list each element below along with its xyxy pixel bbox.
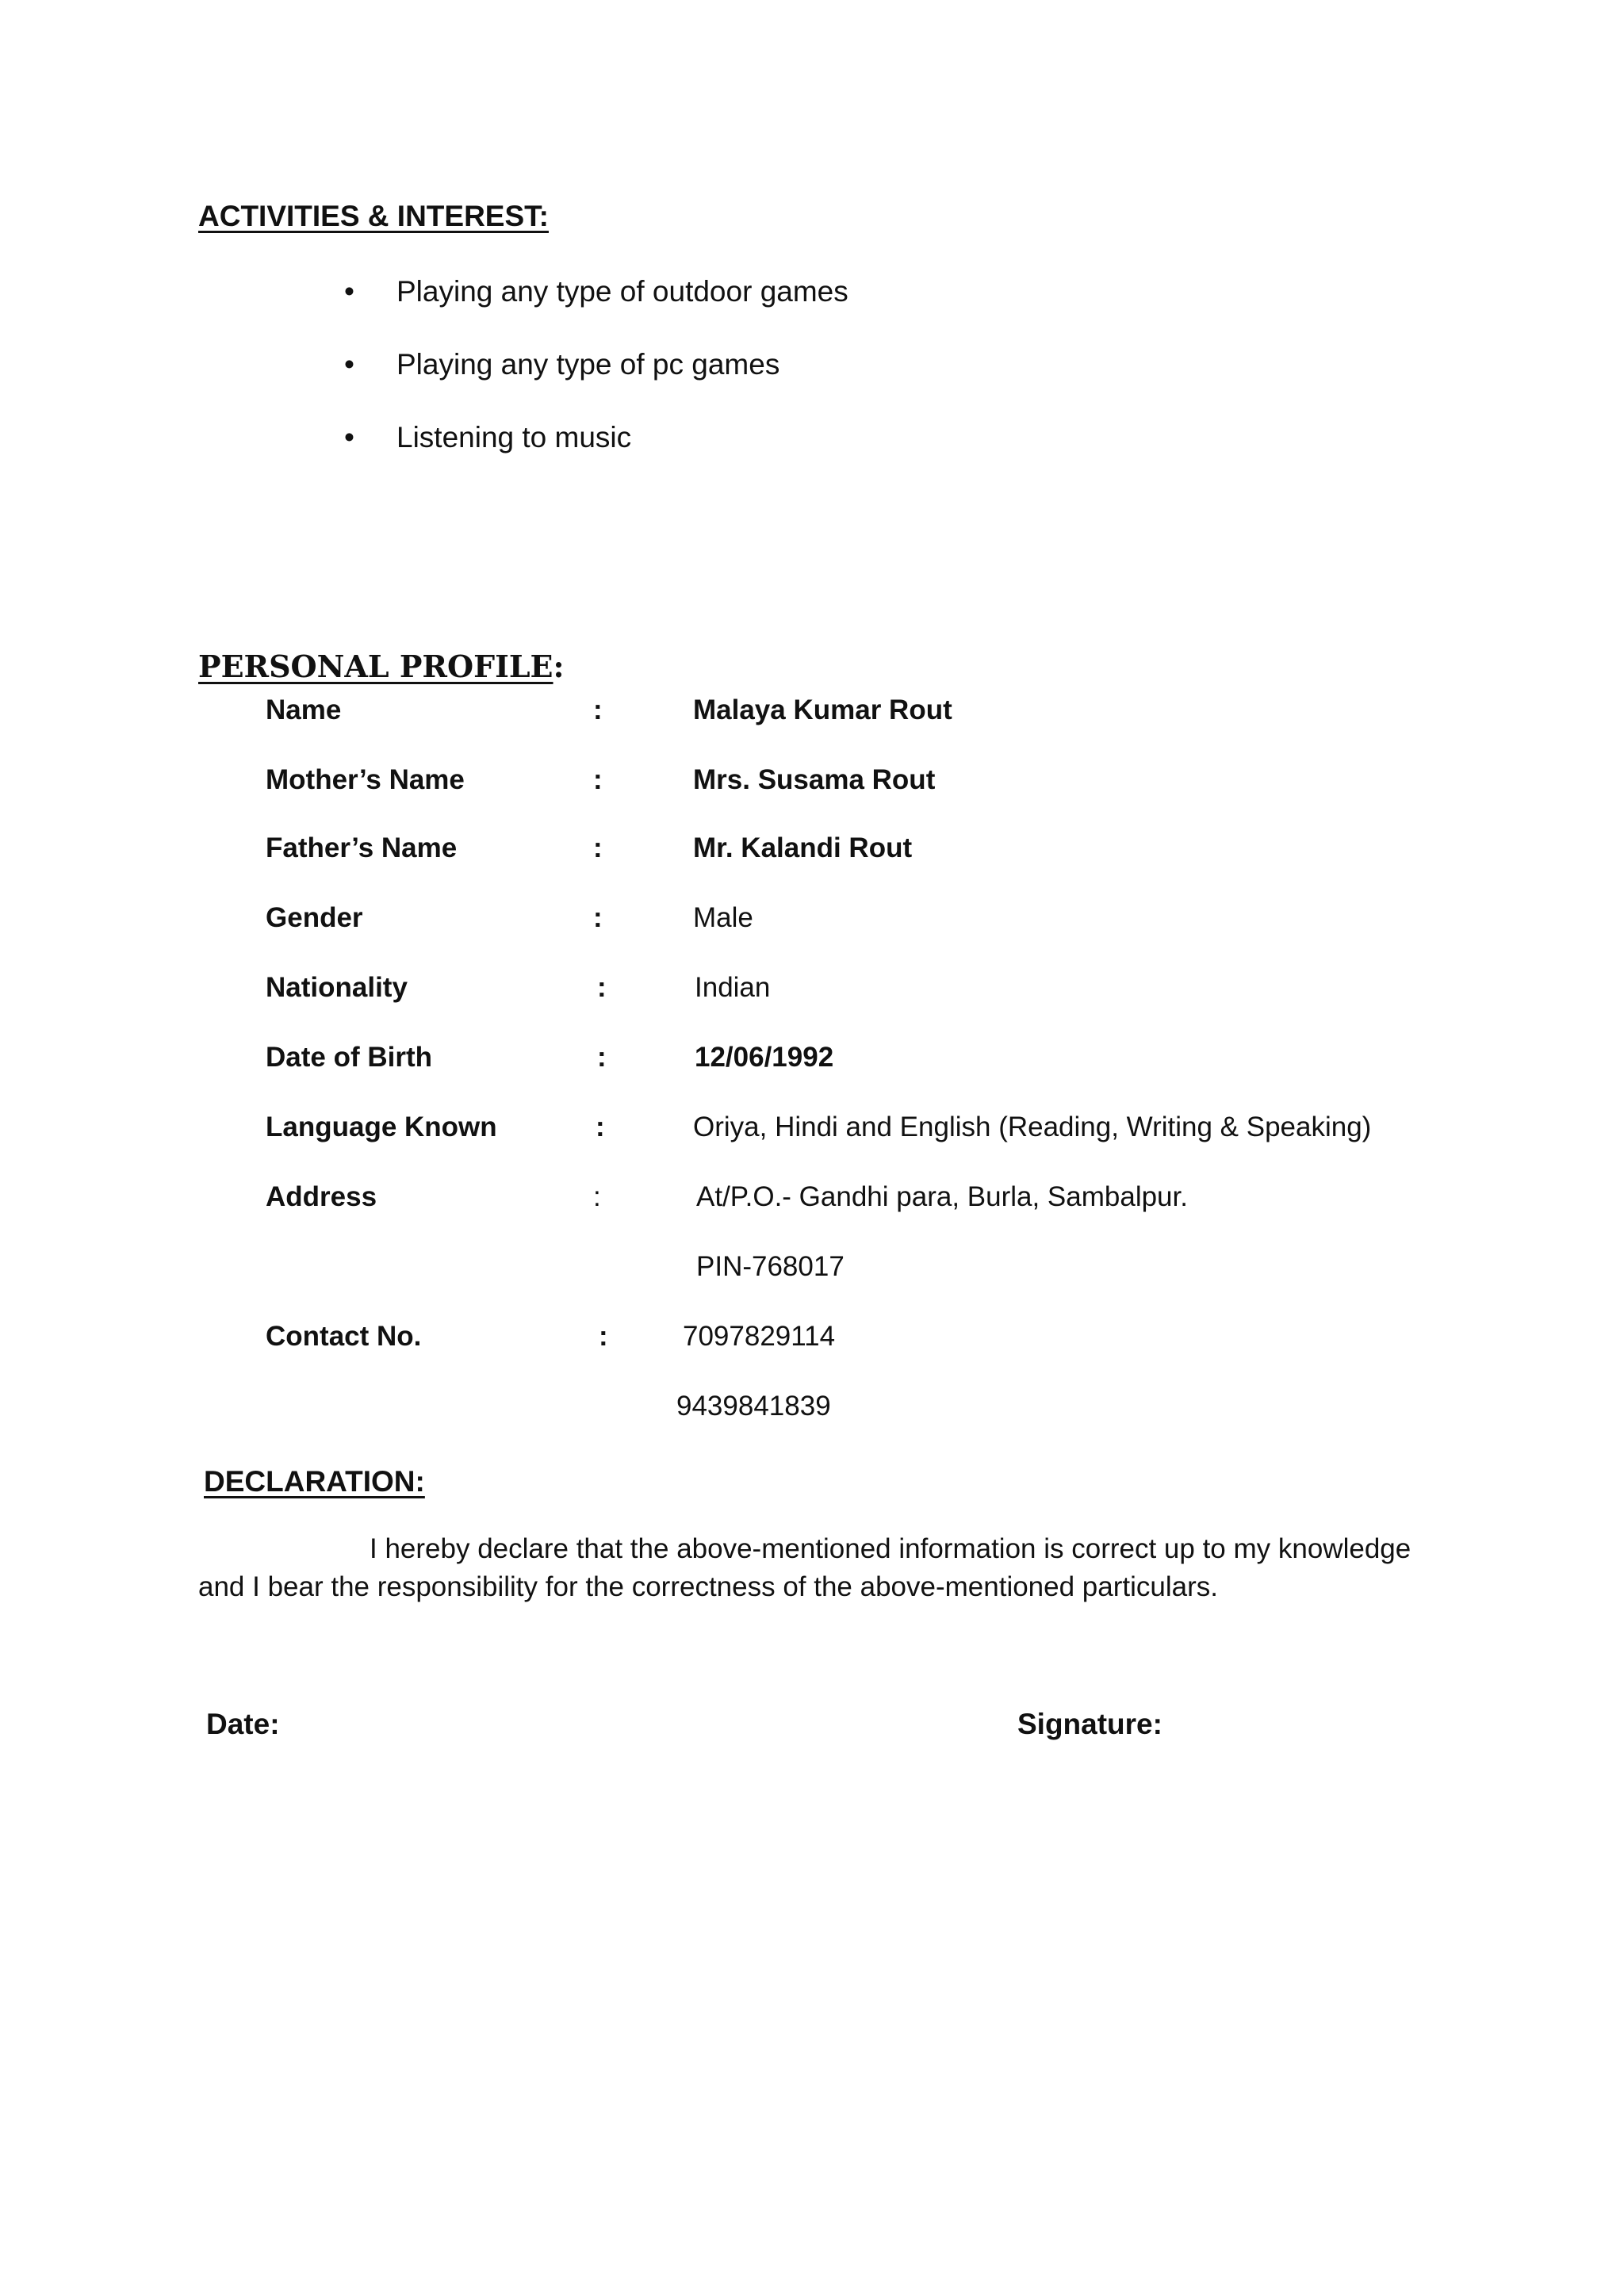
personal-profile-heading-text: PERSONAL PROFILE [198, 649, 553, 684]
signature-label: Signature: [1017, 1708, 1162, 1740]
profile-label: Date of Birth [266, 1042, 432, 1073]
profile-row-contact-no [0, 1321, 1624, 1368]
activity-text: Playing any type of outdoor games [396, 275, 848, 308]
personal-profile-heading [198, 649, 565, 684]
profile-label: Father’s Name [266, 832, 458, 863]
profile-value: PIN-768017 [696, 1251, 845, 1282]
profile-label: Mother’s Name [266, 764, 465, 795]
profile-label: Language Known [266, 1112, 497, 1142]
profile-value: Malaya Kumar Rout [693, 695, 952, 725]
bullet-icon: • [344, 421, 354, 453]
bullet-icon: • [344, 275, 354, 308]
profile-row-address-pin [0, 1251, 1624, 1299]
profile-row-mothers-name [0, 764, 1624, 812]
bullet-icon: • [344, 348, 354, 381]
profile-separator: : [593, 902, 603, 933]
profile-row-date-of-birth [0, 1042, 1624, 1089]
profile-separator: : [597, 1042, 607, 1073]
profile-separator: : [593, 695, 603, 725]
date-label: Date: [206, 1708, 280, 1740]
profile-row-nationality [0, 972, 1624, 1020]
profile-label: Gender [266, 902, 363, 933]
profile-label: Address [266, 1181, 377, 1212]
activities-heading: ACTIVITIES & INTEREST: [198, 200, 549, 232]
profile-label: Contact No. [266, 1321, 422, 1352]
profile-value: At/P.O.- Gandhi para, Burla, Sambalpur. [696, 1181, 1188, 1212]
profile-separator: : [593, 1181, 601, 1212]
profile-separator: : [599, 1321, 608, 1352]
profile-value: Male [693, 902, 753, 933]
personal-profile-heading-colon: : [553, 649, 565, 684]
profile-value: Indian [695, 972, 771, 1003]
profile-value: 7097829114 [683, 1321, 836, 1352]
profile-separator: : [593, 764, 603, 795]
profile-value: 12/06/1992 [695, 1042, 834, 1073]
activity-text: Listening to music [396, 421, 632, 453]
profile-row-gender [0, 902, 1624, 950]
profile-row-fathers-name [0, 832, 1624, 880]
profile-separator: : [596, 1112, 605, 1142]
profile-row-address [0, 1181, 1624, 1229]
profile-label: Name [266, 695, 342, 725]
activity-text: Playing any type of pc games [396, 348, 780, 381]
profile-value: 9439841839 [676, 1391, 831, 1422]
profile-row-name [0, 695, 1624, 742]
profile-label: Nationality [266, 972, 408, 1003]
declaration-heading: DECLARATION: [204, 1465, 425, 1498]
profile-row-contact-no-2 [0, 1391, 1624, 1438]
profile-value: Oriya, Hindi and English (Reading, Writing & Speaking) [693, 1112, 1372, 1142]
profile-separator: : [597, 972, 607, 1003]
profile-value: Mrs. Susama Rout [693, 764, 936, 795]
profile-separator: : [593, 832, 603, 863]
profile-row-language-known [0, 1112, 1624, 1159]
profile-value: Mr. Kalandi Rout [693, 832, 913, 863]
declaration-text: I hereby declare that the above-mentioned information is correct up to my knowledge and I bear the responsibility for the correctness of the above-mentioned particulars. [198, 1533, 1411, 1602]
